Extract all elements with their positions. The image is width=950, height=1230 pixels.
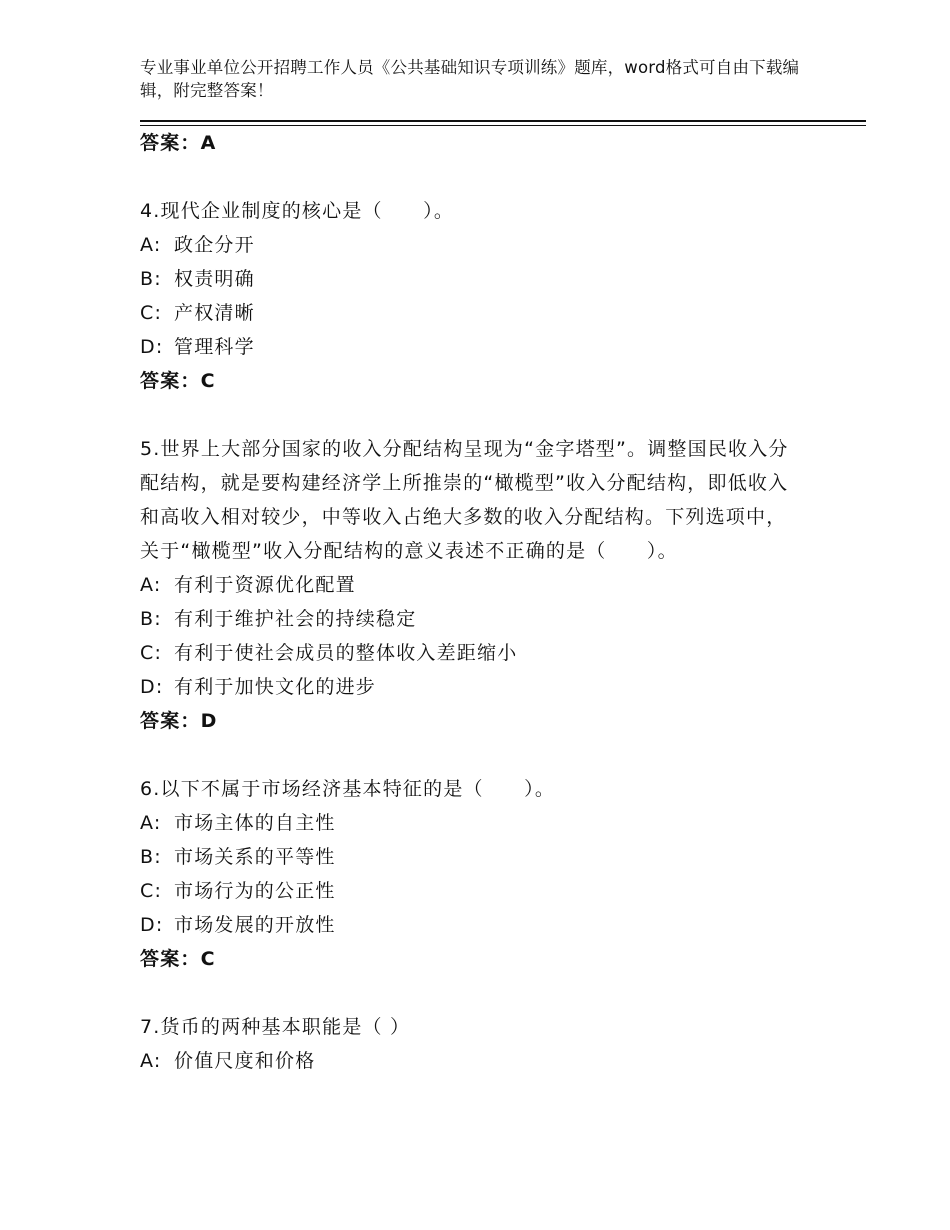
option-text: 有利于资源优化配置 [174,574,356,596]
option-label: D: [140,336,164,358]
option-label: D: [140,914,164,936]
option-text: 政企分开 [174,234,255,256]
option-text: 有利于加快文化的进步 [174,676,377,698]
spacer [140,398,820,432]
option-text: 有利于使社会成员的整体收入差距缩小 [174,642,518,664]
question-6 [140,772,820,976]
option-text: 管理科学 [174,336,255,358]
answer: 答案：D [140,710,218,732]
option-text: 市场主体的自主性 [174,812,336,834]
option-c [140,296,820,330]
option-b [140,262,820,296]
spacer [140,738,820,772]
spacer [140,976,820,1010]
answer: 答案：C [140,370,216,392]
previous-answer: 答案：A [140,132,217,154]
question-7 [140,1010,820,1078]
question-stem: 4.现代企业制度的核心是（ ）。 [140,200,455,222]
question-stem: 5.世界上大部分国家的收入分配结构呈现为“金字塔型”。调整国民收入分配结构，就是要构建经济学上所推崇的“橄榄型”收入分配结构，即低收入和高收入相对较少，中等收入占绝大多数的收入分配结构。下列选项中，关于“橄榄型”收入分配结构的意义表述不正确的是（ ）。 [140,438,789,562]
option-text: 市场行为的公正性 [174,880,336,902]
question-4 [140,194,820,398]
option-a [140,1044,820,1078]
option-label: A: [140,574,162,596]
option-d [140,670,820,704]
option-label: B: [140,846,162,868]
option-label: A: [140,1050,162,1072]
question-stem: 7.货币的两种基本职能是（ ） [140,1016,411,1038]
question-stem: 6.以下不属于市场经济基本特征的是（ ）。 [140,778,556,800]
option-text: 市场关系的平等性 [174,846,336,868]
option-a [140,806,820,840]
option-text: 市场发展的开放性 [174,914,336,936]
option-text: 权责明确 [174,268,255,290]
header-rule-thick [140,120,866,122]
option-label: A: [140,812,162,834]
option-c [140,636,820,670]
option-text: 产权清晰 [174,302,255,324]
option-a [140,228,820,262]
option-d [140,908,820,942]
option-label: B: [140,608,162,630]
option-b [140,840,820,874]
option-label: A: [140,234,162,256]
option-text: 有利于维护社会的持续稳定 [174,608,417,630]
option-label: C: [140,302,163,324]
option-text: 价值尺度和价格 [174,1050,316,1072]
option-label: C: [140,880,163,902]
question-list [140,126,820,1078]
option-b [140,602,820,636]
spacer [140,160,820,194]
option-a [140,568,820,602]
option-c [140,874,820,908]
page-header: 专业事业单位公开招聘工作人员《公共基础知识专项训练》题库，word格式可自由下载编辑，附完整答案！ [140,58,800,100]
option-label: D: [140,676,164,698]
option-label: B: [140,268,162,290]
answer: 答案：C [140,948,216,970]
option-label: C: [140,642,163,664]
question-5 [140,432,820,738]
option-d [140,330,820,364]
